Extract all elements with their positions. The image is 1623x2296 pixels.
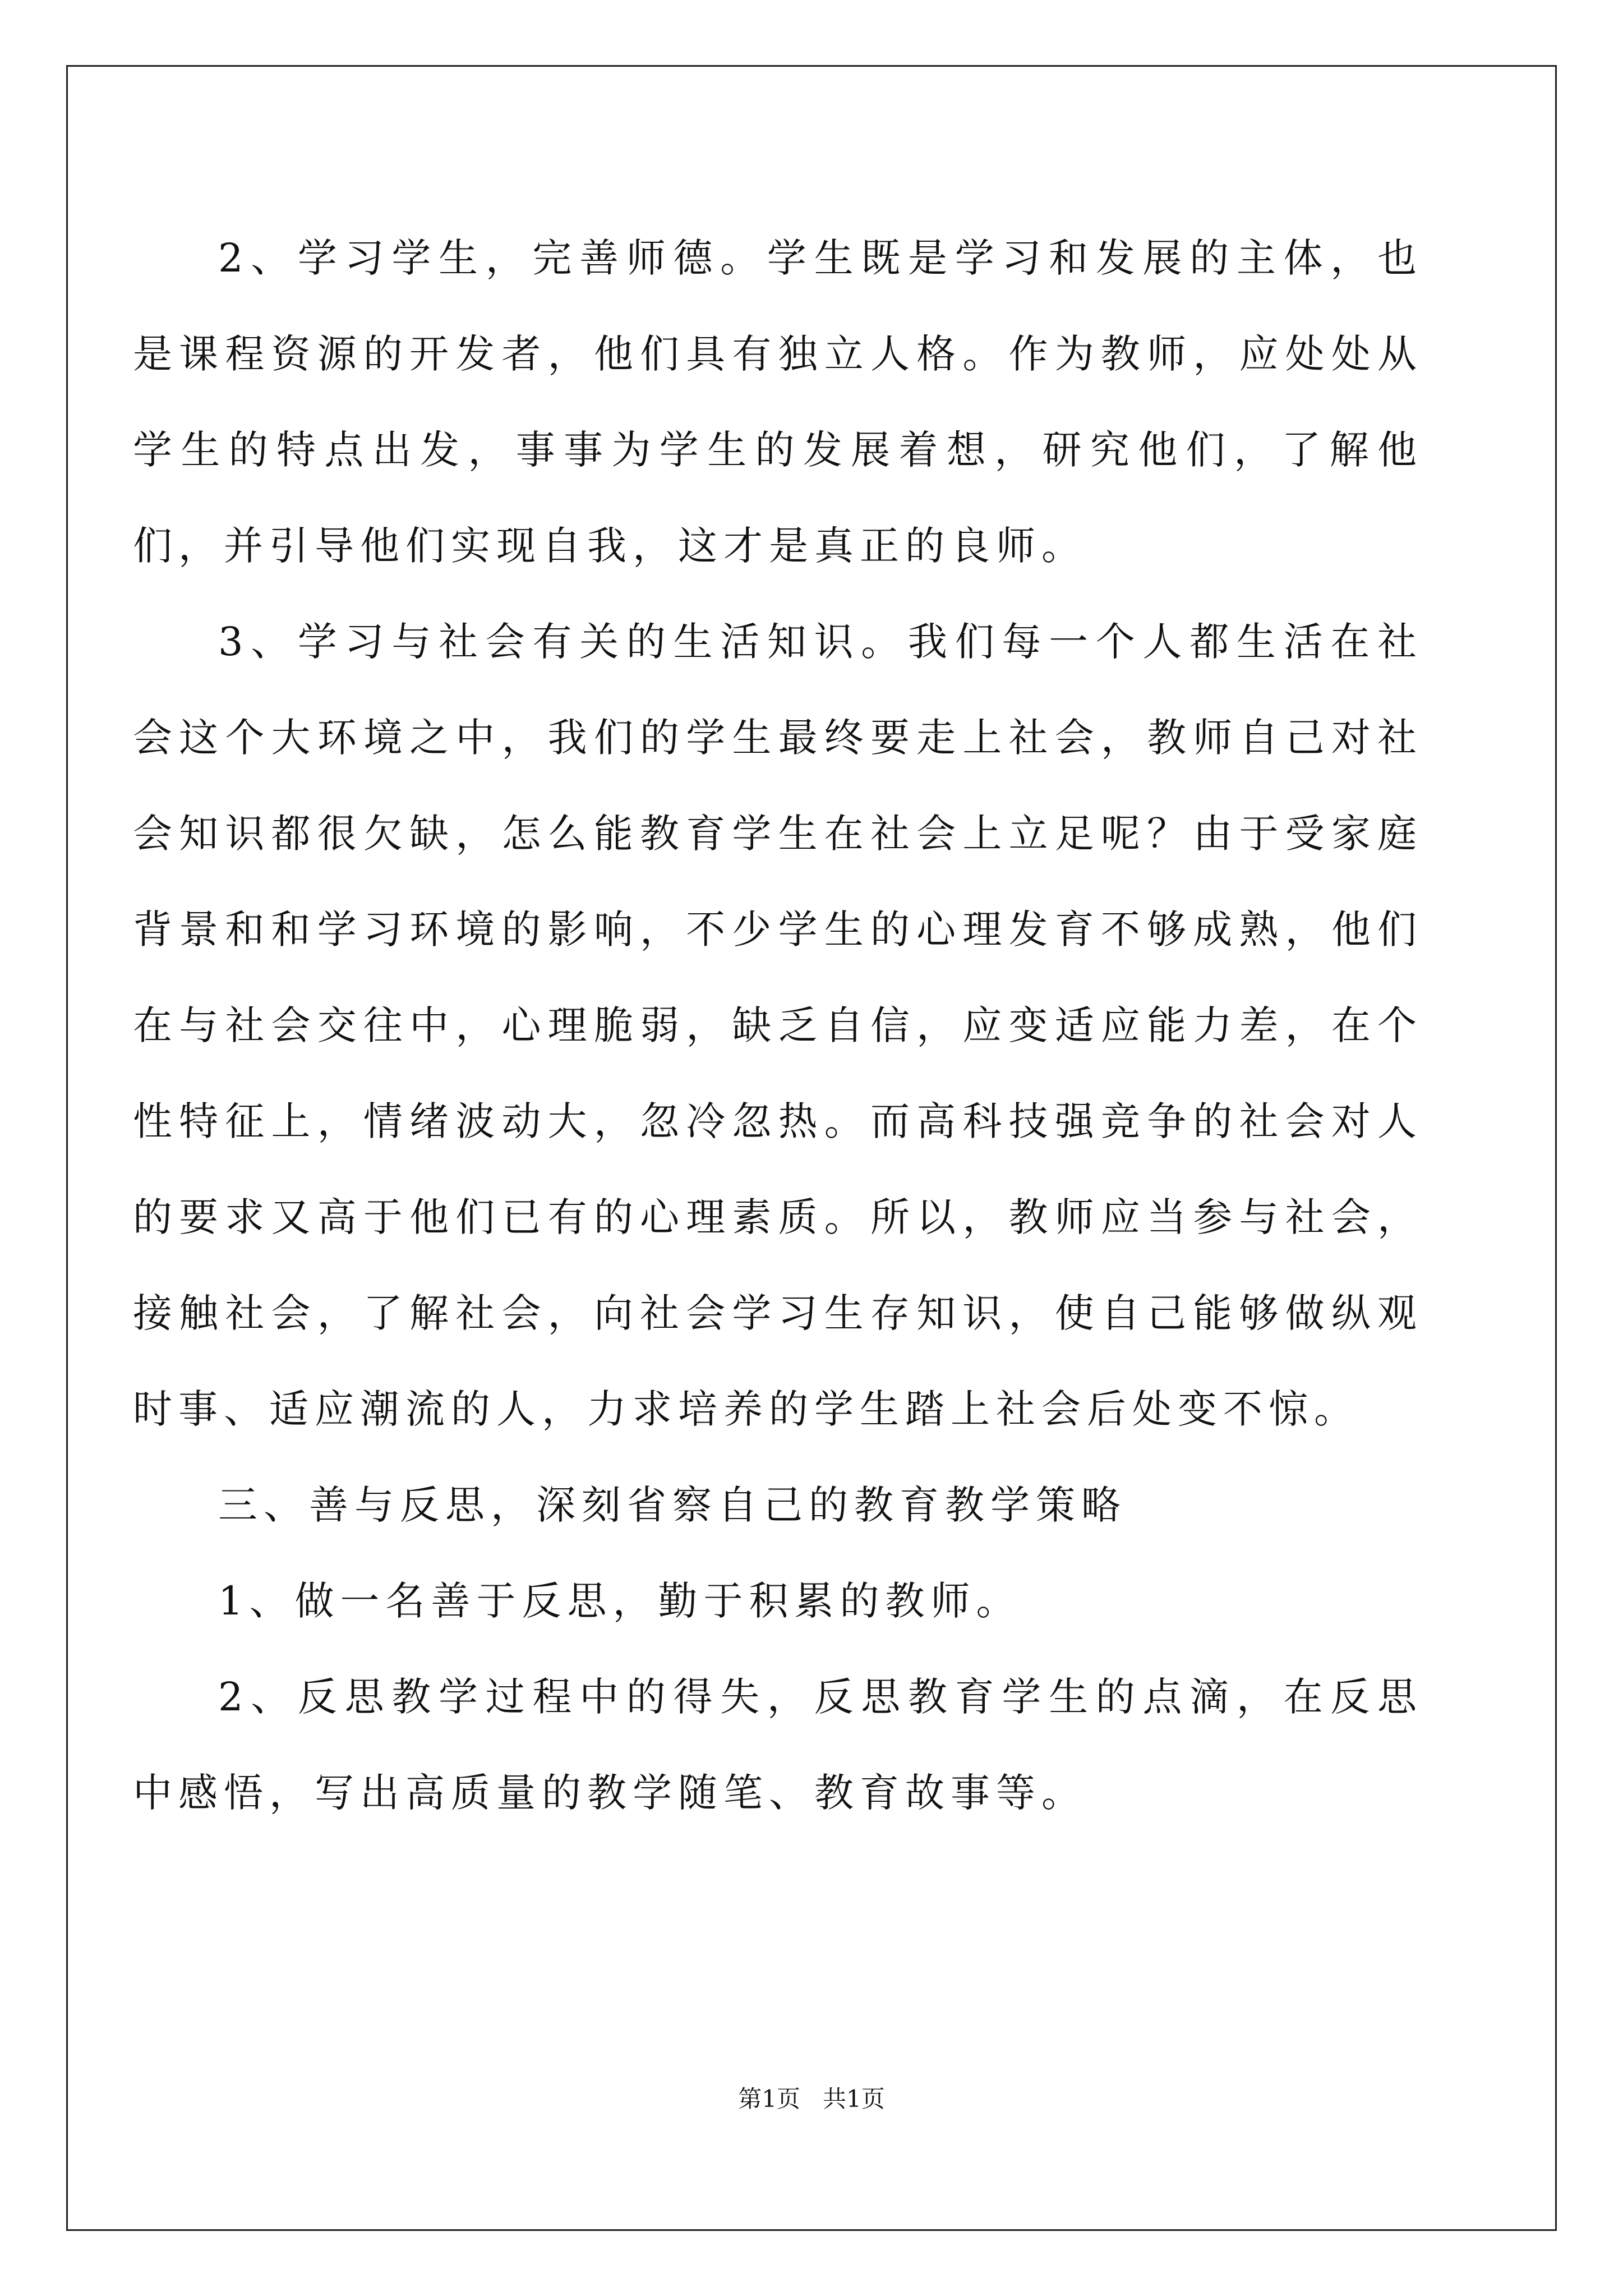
paragraph: 1、做一名善于反思，勤于积累的教师。 [218, 1578, 1022, 1624]
paragraph: 3、学习与社会有关的生活知识。我们每一个人都生活在社会这个大环境之中，我们的学生最终要走上社会，教师自己对社会知识都很欠缺，怎么能教育学生在社会上立足呢？由于受家庭背景和和学习环境的影响，不少学生的心理发育不够成熟，他们在与社会交往中，心理脆弱，缺乏自信，应变适应能力差，在个性特征上，情绪波动大，忽冷忽热。而高科技强竞争的社会对人的要求又高于他们已有的心理素质。所以，教师应当参与社会，接触社会，了解社会，向社会学习生存知识，使自己能够做纵观时事、适应潮流的人，力求培养的学生踏上社会后处变不惊。 [133, 619, 1423, 1432]
page-total: 共1页 [823, 2085, 885, 2113]
section-heading: 三、善与反思，深刻省察自己的教育教学策略 [218, 1482, 1127, 1528]
paragraph: 2、反思教学过程中的得失，反思教育学生的点滴，在反思中感悟，写出高质量的教学随笔、教育故事等。 [133, 1674, 1423, 1816]
paragraph: 2、学习学生，完善师德。学生既是学习和发展的主体，也是课程资源的开发者，他们具有独立人格。作为教师，应处处从学生的特点出发，事事为学生的发展着想，研究他们，了解他们，并引导他们实现自我，这才是真正的良师。 [133, 235, 1423, 569]
page-number: 第1页 [738, 2085, 800, 2113]
document-body [133, 210, 1423, 1841]
page-footer [0, 2082, 1623, 2116]
